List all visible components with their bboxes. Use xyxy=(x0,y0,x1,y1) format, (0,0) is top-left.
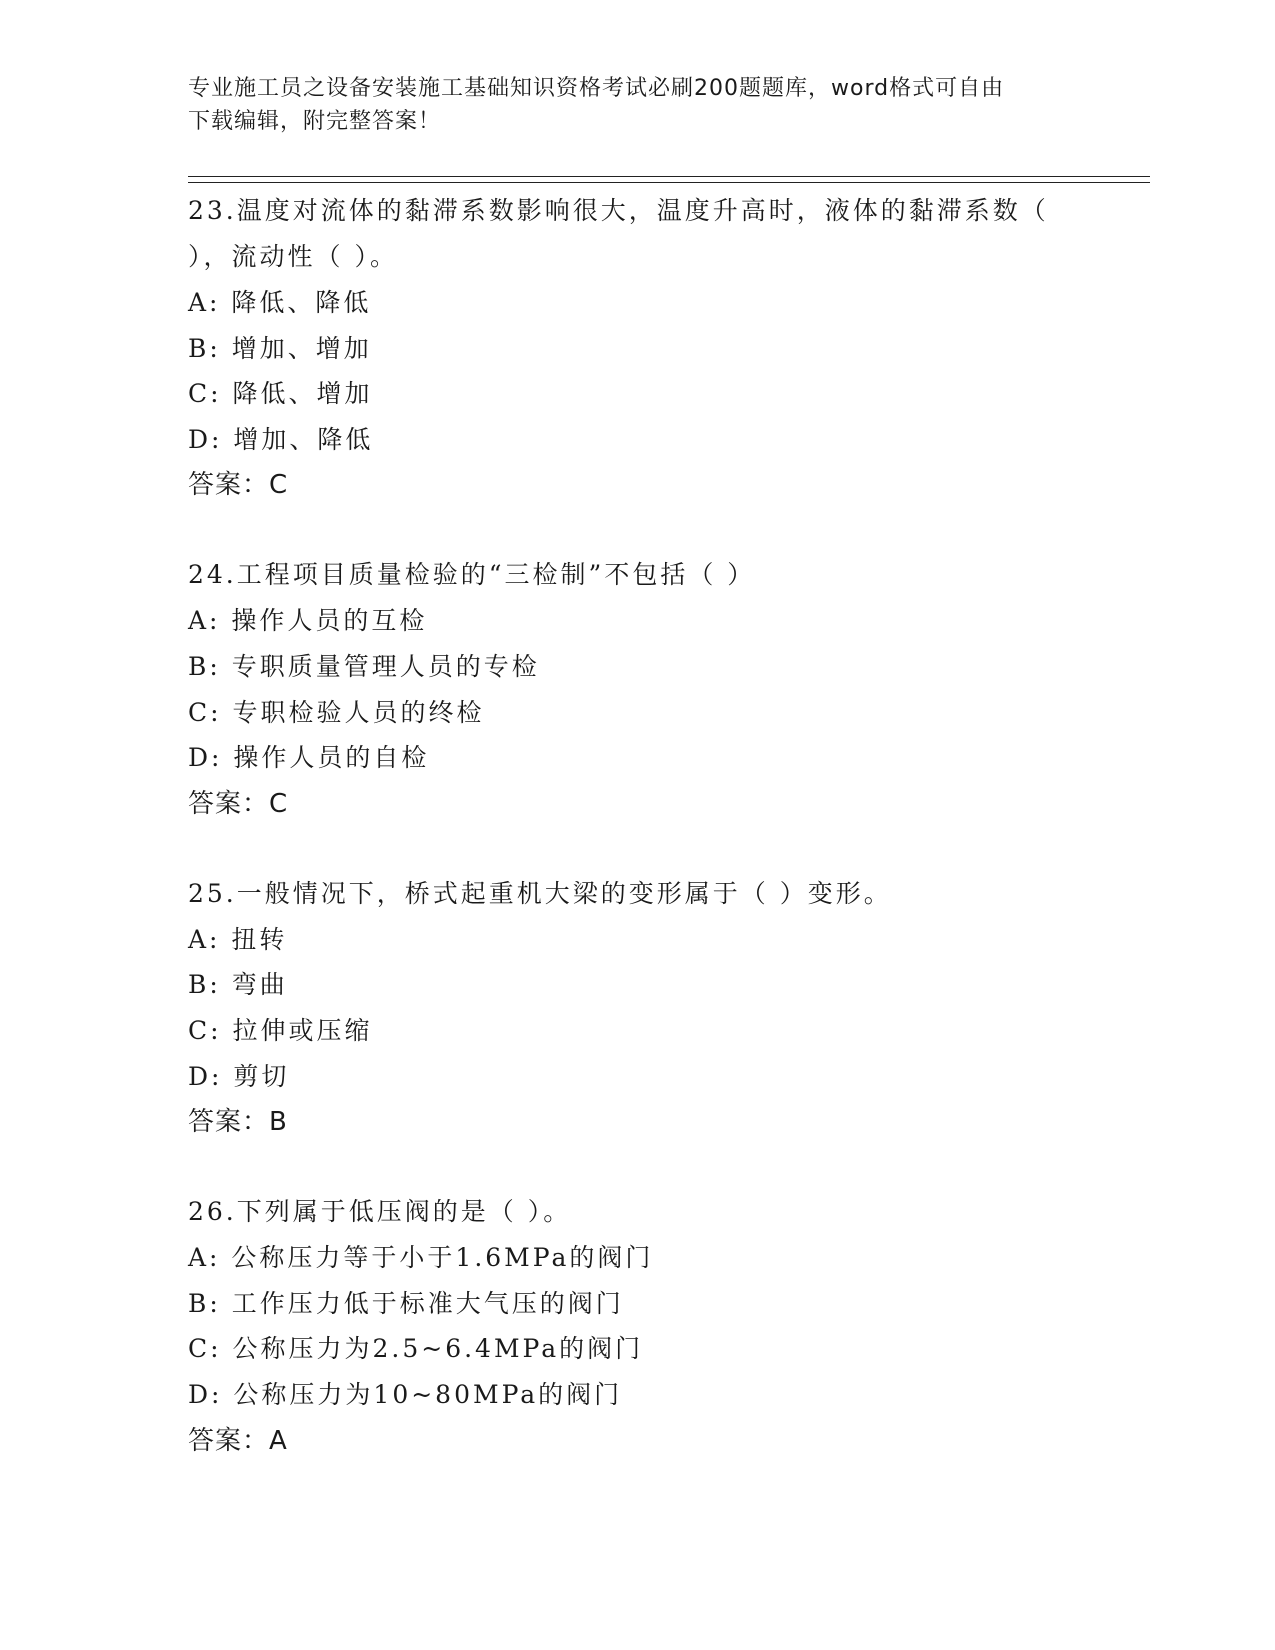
option-c: C: 专职检验人员的终检 xyxy=(188,697,485,727)
option-d: D: 增加、降低 xyxy=(188,424,374,454)
header-divider-top xyxy=(188,176,1150,177)
question-26 xyxy=(188,1189,1088,1463)
option-a: A: 公称压力等于小于1.6MPa的阀门 xyxy=(188,1243,654,1273)
option-b: B: 工作压力低于标准大气压的阀门 xyxy=(188,1288,624,1318)
option-b: B: 专职质量管理人员的专检 xyxy=(188,651,540,681)
option-d: D: 剪切 xyxy=(188,1061,290,1091)
question-stem: 25.一般情况下，桥式起重机大梁的变形属于（ ）变形。 xyxy=(188,878,892,908)
question-24 xyxy=(188,552,1088,826)
option-c: C: 拉伸或压缩 xyxy=(188,1015,373,1045)
option-a: A: 降低、降低 xyxy=(188,288,372,317)
question-stem: 26.下列属于低压阀的是（ ）。 xyxy=(188,1197,572,1227)
question-stem-continued: ），流动性（ ）。 xyxy=(188,242,398,271)
answer: 答案：C xyxy=(188,470,289,501)
option-c: C: 公称压力为2.5~6.4MPa的阀门 xyxy=(188,1334,644,1364)
answer: 答案：A xyxy=(188,1425,288,1456)
question-spacer xyxy=(188,827,1088,871)
question-spacer xyxy=(188,1145,1088,1189)
option-a: A: 扭转 xyxy=(188,924,288,954)
question-spacer xyxy=(188,508,1088,552)
option-b: B: 增加、增加 xyxy=(188,333,372,363)
option-a: A: 操作人员的互检 xyxy=(188,606,428,636)
option-d: D: 公称压力为10~80MPa的阀门 xyxy=(188,1379,623,1409)
question-stem: 23.温度对流体的黏滞系数影响很大，温度升高时，液体的黏滞系数（ xyxy=(188,196,1049,225)
document-header xyxy=(188,72,1068,138)
header-line-2: 下载编辑，附完整答案！ xyxy=(188,109,442,134)
header-line-1: 专业施工员之设备安装施工基础知识资格考试必刷200题题库，word格式可自由 xyxy=(188,76,1005,101)
option-b: B: 弯曲 xyxy=(188,970,288,1000)
option-d: D: 操作人员的自检 xyxy=(188,743,430,773)
answer: 答案：B xyxy=(188,1107,288,1138)
question-list xyxy=(188,188,1088,1464)
option-c: C: 降低、增加 xyxy=(188,379,373,409)
question-25 xyxy=(188,871,1088,1145)
question-stem: 24.工程项目质量检验的“三检制”不包括（ ） xyxy=(188,560,756,590)
answer: 答案：C xyxy=(188,788,289,819)
header-divider-bottom xyxy=(188,182,1150,183)
question-23 xyxy=(188,188,1088,508)
